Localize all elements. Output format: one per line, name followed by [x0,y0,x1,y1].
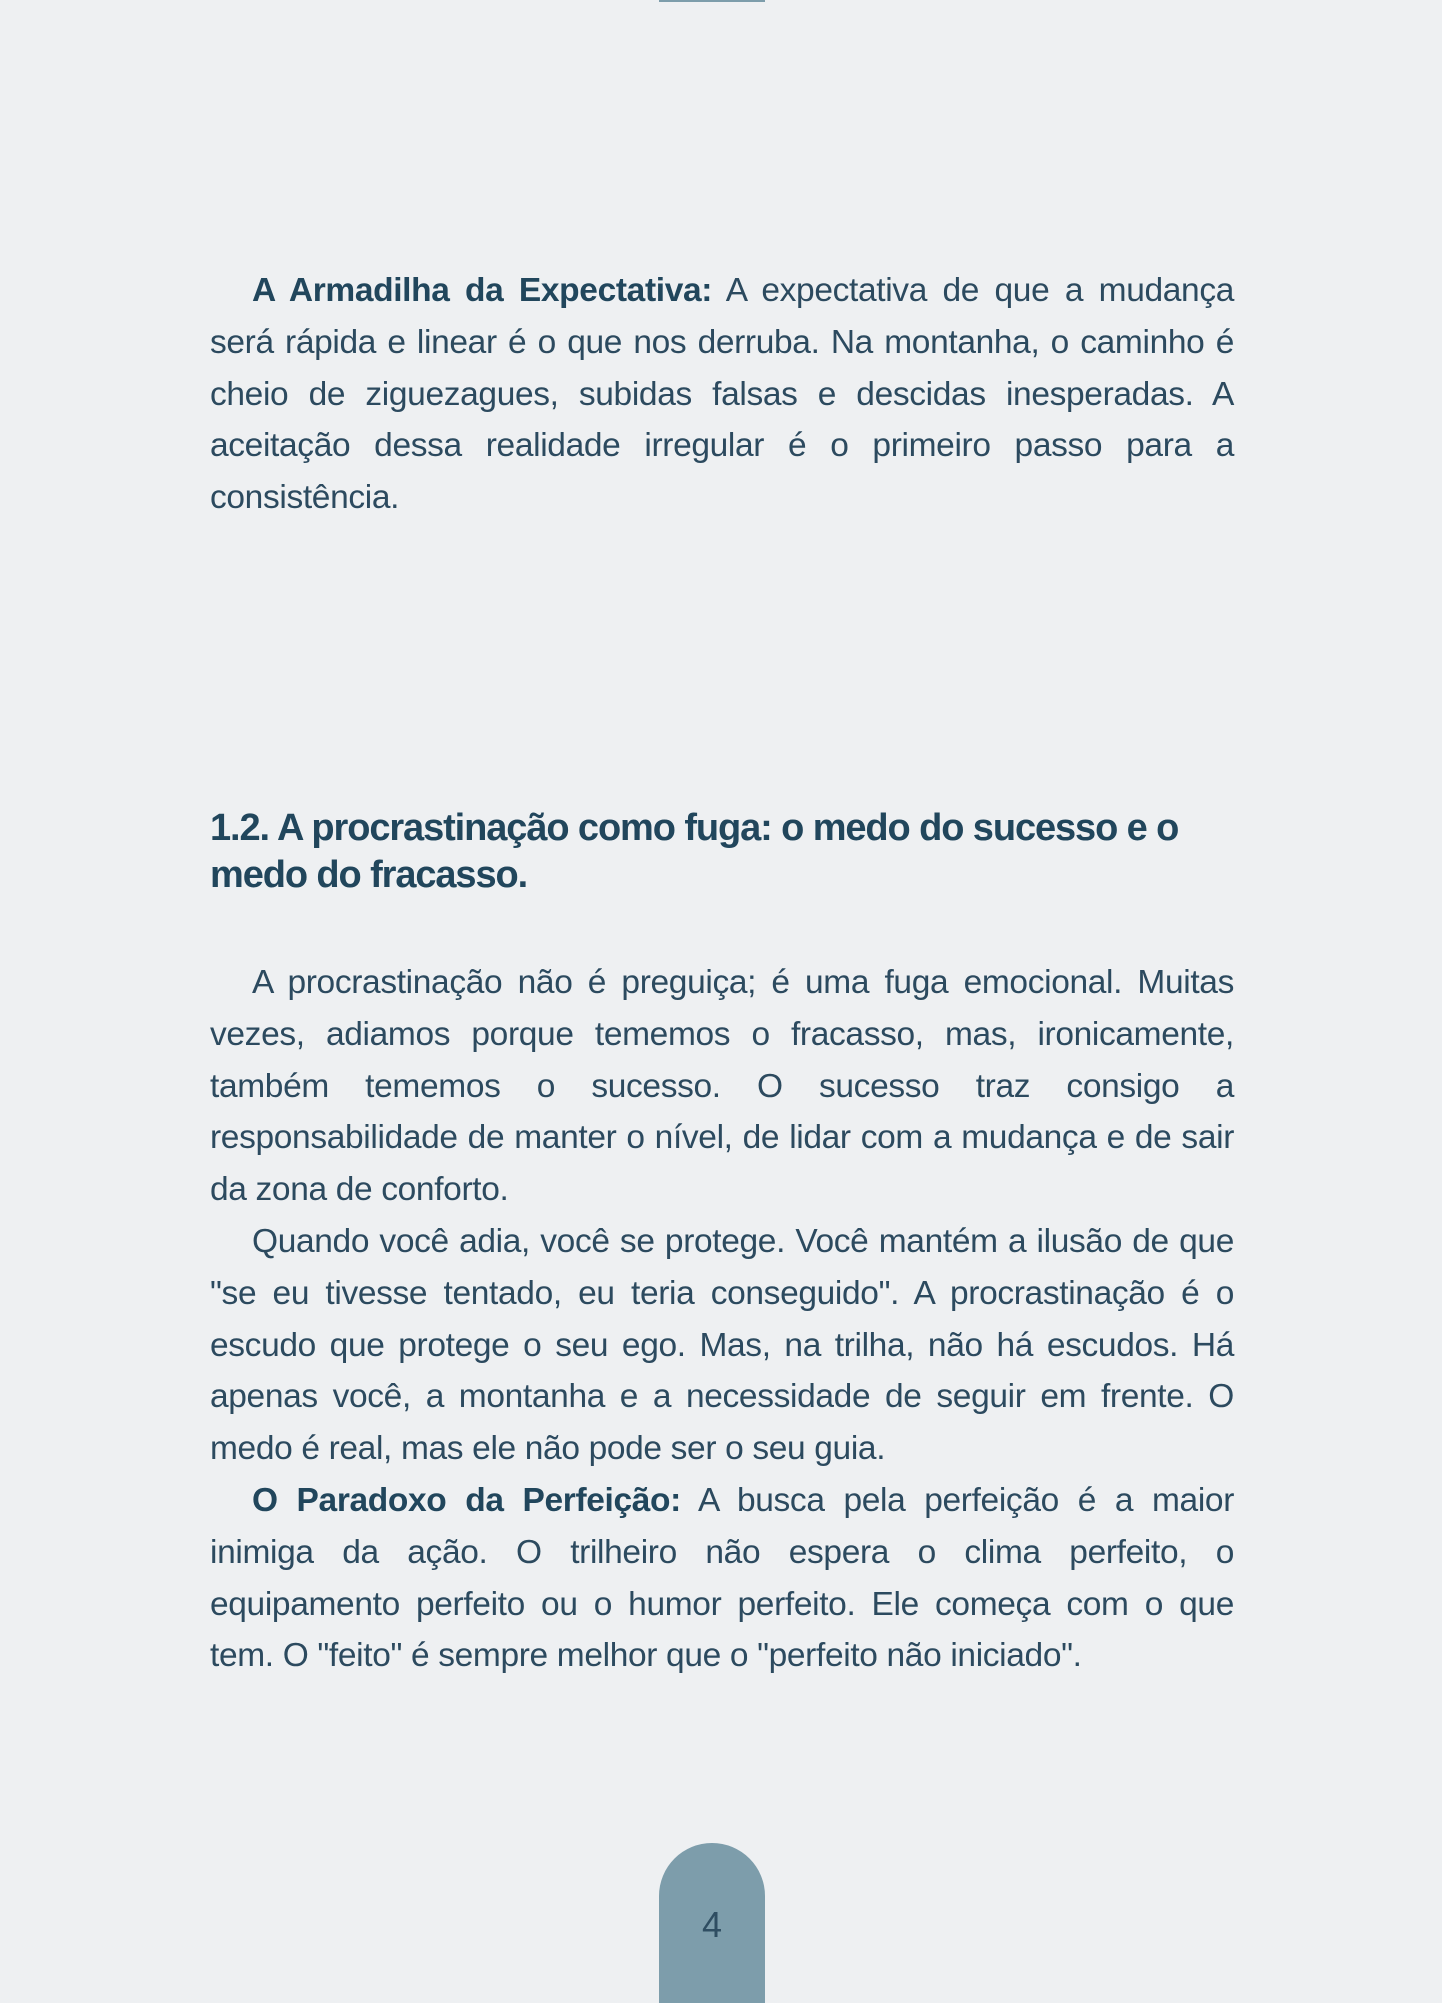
section-paragraph-1: A procrastinação não é preguiça; é uma fuga emocional. Muitas vezes, adiamos porque tememos o fracasso, mas, ironicamente, também tememos o sucesso. O sucesso traz consigo a responsabilidade de manter o nível, de lidar com a mudança e de sair da zona de conforto. [210,964,1234,1209]
expectation-trap-lead: A Armadilha da Expectativa: [252,272,713,309]
expectation-trap-block [210,265,1234,524]
expectation-trap-paragraph [210,265,1234,524]
page-number-tab [659,1843,765,2003]
section-heading: 1.2. A procrastinação como fuga: o medo do sucesso e o medo do fracasso. [210,807,1179,896]
page-number: 4 [701,1904,723,1945]
section-paragraph-3 [210,1475,1234,1682]
perfection-paradox-text: A busca pela perfeição é a maior inimiga da ação. O trilheiro não espera o clima perfeito, o equipamento perfeito ou o humor perfeito. Ele começa com o que tem. O "feito" é sempre melhor que o "perfeito não iniciado". [210,1481,1234,1675]
expectation-trap-text: A expectativa de que a mudança será rápida e linear é o que nos derruba. Na montanha, o caminho é cheio de ziguezagues, subidas falsas e descidas inesperadas. A aceitação dessa realidade irregular é o primeiro passo para a consistência. [210,272,1234,517]
top-divider [659,0,765,2]
perfection-paradox-lead: O Paradoxo da Perfeição: [252,1481,681,1519]
procrastination-section [210,805,1234,1682]
section-paragraph-2: Quando você adia, você se protege. Você mantém a ilusão de que "se eu tivesse tentado, eu teria conseguido". A procrastinação é o escudo que protege o seu ego. Mas, na trilha, não há escudos. Há apenas você, a montanha e a necessidade de seguir em frente. O medo é real, mas ele não pode ser o seu guia. [210,1222,1234,1468]
